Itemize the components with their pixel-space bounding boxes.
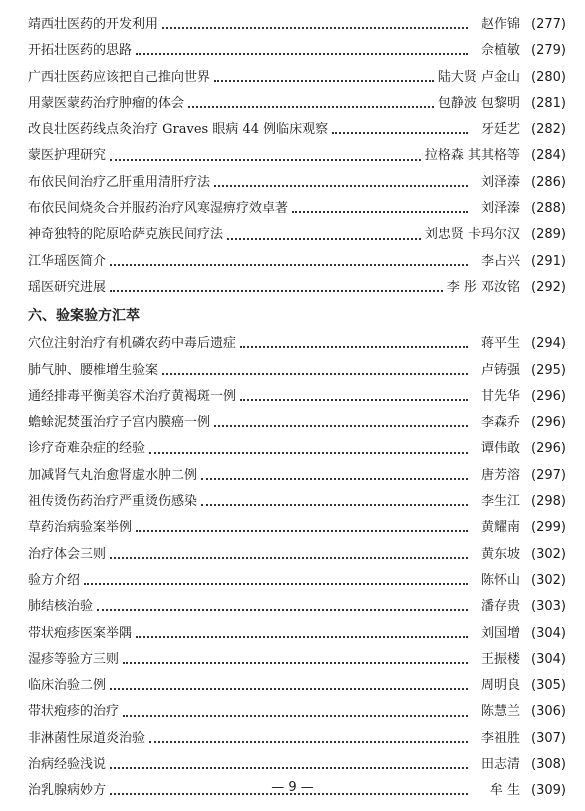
table-of-contents xyxy=(28,12,566,805)
toc-entry xyxy=(28,331,566,357)
entry-title: 治病经验浅说 xyxy=(28,757,107,773)
entry-title: 神奇独特的陀原哈萨克族民间疗法 xyxy=(28,227,224,243)
entry-title: 穴位注射治疗有机磷农药中毒后遗症 xyxy=(28,336,237,352)
entry-page-number: (299) xyxy=(531,520,566,536)
entry-title: 瑶医研究进展 xyxy=(28,279,107,295)
entry-author: 蒋平生 xyxy=(480,336,520,352)
entry-author: 拉格森 其其格等 xyxy=(424,148,520,164)
dot-leader xyxy=(136,530,468,532)
toc-entry xyxy=(28,222,566,248)
entry-author: 王振楼 xyxy=(480,651,520,667)
entry-author: 陈慧兰 xyxy=(480,704,520,720)
entry-author: 唐芳溶 xyxy=(480,467,520,483)
entry-title: 带状疱疹医案举隅 xyxy=(28,625,133,641)
toc-entry xyxy=(28,384,566,410)
entry-author: 李森乔 xyxy=(480,415,520,431)
entry-author: 刘忠贤 卡玛尔汉 xyxy=(424,227,520,243)
toc-entry xyxy=(28,196,566,222)
dot-leader xyxy=(201,504,468,506)
dot-leader xyxy=(136,636,468,638)
toc-group-b xyxy=(28,331,566,804)
entry-title: 肺气肿、腰椎增生验案 xyxy=(28,362,159,378)
entry-title: 治疗体会三则 xyxy=(28,546,107,562)
dot-leader xyxy=(162,27,468,29)
entry-author: 包静波 包黎明 xyxy=(437,95,520,111)
entry-author: 甘先华 xyxy=(480,388,520,404)
toc-entry xyxy=(28,143,566,169)
entry-page-number: (307) xyxy=(531,730,566,746)
entry-author: 黄东坡 xyxy=(480,546,520,562)
entry-author: 黄耀南 xyxy=(480,520,520,536)
dot-leader xyxy=(123,662,468,664)
entry-page-number: (280) xyxy=(531,69,566,85)
entry-page-number: (286) xyxy=(531,174,566,190)
entry-title: 验方介绍 xyxy=(28,572,81,588)
entry-title: 布依民间烧灸合并服药治疗风寒湿痹疗效卓著 xyxy=(28,201,289,217)
page-number-footer: — 9 — xyxy=(271,780,314,795)
toc-entry xyxy=(28,410,566,436)
dot-leader xyxy=(110,264,468,266)
toc-entry xyxy=(28,65,566,91)
toc-entry xyxy=(28,542,566,568)
toc-entry xyxy=(28,170,566,196)
entry-title: 布依民间治疗乙肝重用清肝疗法 xyxy=(28,174,211,190)
dot-leader xyxy=(214,80,434,82)
dot-leader xyxy=(240,399,468,401)
entry-title: 治乳腺病妙方 xyxy=(28,783,107,799)
dot-leader xyxy=(149,452,468,454)
dot-leader xyxy=(188,106,434,108)
dot-leader xyxy=(162,373,468,375)
entry-title: 诊疗奇难杂症的经验 xyxy=(28,441,146,457)
toc-entry xyxy=(28,752,566,778)
entry-page-number: (308) xyxy=(531,757,566,773)
entry-page-number: (296) xyxy=(531,441,566,457)
toc-entry xyxy=(28,436,566,462)
entry-title: 肺结核治验 xyxy=(28,599,94,615)
dot-leader xyxy=(110,159,421,161)
toc-entry xyxy=(28,647,566,673)
entry-author: 李占兴 xyxy=(480,253,520,269)
entry-title: 广西壮医药应该把自己推向世界 xyxy=(28,69,211,85)
entry-page-number: (304) xyxy=(531,625,566,641)
entry-page-number: (289) xyxy=(531,227,566,243)
dot-leader xyxy=(84,583,468,585)
toc-entry xyxy=(28,673,566,699)
dot-leader xyxy=(332,132,468,134)
entry-page-number: (303) xyxy=(531,599,566,615)
entry-title: 带状疱疹的治疗 xyxy=(28,704,120,720)
dot-leader xyxy=(97,609,468,611)
toc-entry xyxy=(28,463,566,489)
entry-page-number: (277) xyxy=(531,17,566,32)
entry-title: 非淋菌性尿道炎治验 xyxy=(28,730,146,746)
entry-title: 靖西壮医药的开发利用 xyxy=(28,17,159,32)
dot-leader xyxy=(214,185,468,187)
entry-author: 陈怀山 xyxy=(480,572,520,588)
entry-page-number: (281) xyxy=(531,95,566,111)
toc-group-a xyxy=(28,12,566,301)
toc-entry xyxy=(28,594,566,620)
entry-author: 赵作锦 xyxy=(480,17,520,32)
entry-title: 通经排毒平衡美容术治疗黄褐斑一例 xyxy=(28,388,237,404)
entry-title: 祖传烫伤药治疗严重烫伤感染 xyxy=(28,494,198,510)
entry-title: 加减肾气丸治愈肾虚水肿二例 xyxy=(28,467,198,483)
entry-author: 牙廷艺 xyxy=(480,122,520,138)
toc-entry xyxy=(28,358,566,384)
entry-author: 田志清 xyxy=(480,757,520,773)
toc-entry xyxy=(28,515,566,541)
entry-author: 周明良 xyxy=(480,678,520,694)
dot-leader xyxy=(227,238,421,240)
entry-page-number: (298) xyxy=(531,494,566,510)
entry-page-number: (291) xyxy=(531,253,566,269)
entry-title: 草药治病验案举例 xyxy=(28,520,133,536)
toc-entry xyxy=(28,91,566,117)
toc-entry xyxy=(28,12,566,38)
dot-leader xyxy=(110,688,468,690)
entry-page-number: (296) xyxy=(531,415,566,431)
entry-title: 江华瑶医简介 xyxy=(28,253,107,269)
dot-leader xyxy=(110,767,468,769)
toc-entry xyxy=(28,568,566,594)
dot-leader xyxy=(123,715,468,717)
toc-entry xyxy=(28,726,566,752)
toc-entry xyxy=(28,38,566,64)
dot-leader xyxy=(240,346,468,348)
entry-author: 佘植敏 xyxy=(480,43,520,59)
entry-author: 谭伟敢 xyxy=(480,441,520,457)
entry-title: 开拓壮医药的思路 xyxy=(28,43,133,59)
entry-page-number: (284) xyxy=(531,148,566,164)
entry-title: 用蒙医蒙药治疗肿瘤的体会 xyxy=(28,95,185,111)
section-heading: 六、验案验方汇萃 xyxy=(28,308,140,325)
entry-page-number: (296) xyxy=(531,388,566,404)
entry-title: 蒙医护理研究 xyxy=(28,148,107,164)
entry-author: 李 彤 邓汝铭 xyxy=(446,279,520,295)
entry-page-number: (294) xyxy=(531,336,566,352)
toc-entry xyxy=(28,275,566,301)
entry-page-number: (306) xyxy=(531,704,566,720)
dot-leader xyxy=(136,53,468,55)
entry-author: 卢铸强 xyxy=(480,362,520,378)
entry-page-number: (297) xyxy=(531,467,566,483)
entry-author: 陆大贤 卢金山 xyxy=(437,69,520,85)
dot-leader xyxy=(214,425,468,427)
entry-page-number: (288) xyxy=(531,201,566,217)
entry-title: 蟾蜍泥焚蛋治疗子宫内膜癌一例 xyxy=(28,415,211,431)
toc-entry xyxy=(28,489,566,515)
dot-leader xyxy=(201,478,468,480)
entry-title: 临床治验二例 xyxy=(28,678,107,694)
entry-author: 牟 生 xyxy=(489,783,520,799)
entry-author: 李生江 xyxy=(480,494,520,510)
entry-title: 改良壮医药线点灸治疗 Graves 眼病 44 例临床观察 xyxy=(28,122,329,138)
entry-title: 湿疹等验方三则 xyxy=(28,651,120,667)
toc-entry xyxy=(28,117,566,143)
entry-author: 刘国增 xyxy=(480,625,520,641)
entry-author: 刘泽溱 xyxy=(480,201,520,217)
entry-page-number: (302) xyxy=(531,572,566,588)
toc-entry xyxy=(28,249,566,275)
entry-page-number: (309) xyxy=(531,783,566,799)
toc-entry xyxy=(28,621,566,647)
entry-page-number: (292) xyxy=(531,279,566,295)
dot-leader xyxy=(110,290,443,292)
dot-leader xyxy=(292,211,468,213)
entry-author: 潘存贵 xyxy=(480,599,520,615)
dot-leader xyxy=(110,557,468,559)
entry-page-number: (282) xyxy=(531,122,566,138)
entry-page-number: (302) xyxy=(531,546,566,562)
entry-page-number: (295) xyxy=(531,362,566,378)
entry-author: 刘泽溱 xyxy=(480,174,520,190)
entry-page-number: (304) xyxy=(531,651,566,667)
entry-author: 李祖胜 xyxy=(480,730,520,746)
toc-entry xyxy=(28,699,566,725)
entry-page-number: (279) xyxy=(531,43,566,59)
entry-page-number: (305) xyxy=(531,678,566,694)
dot-leader xyxy=(149,741,468,743)
